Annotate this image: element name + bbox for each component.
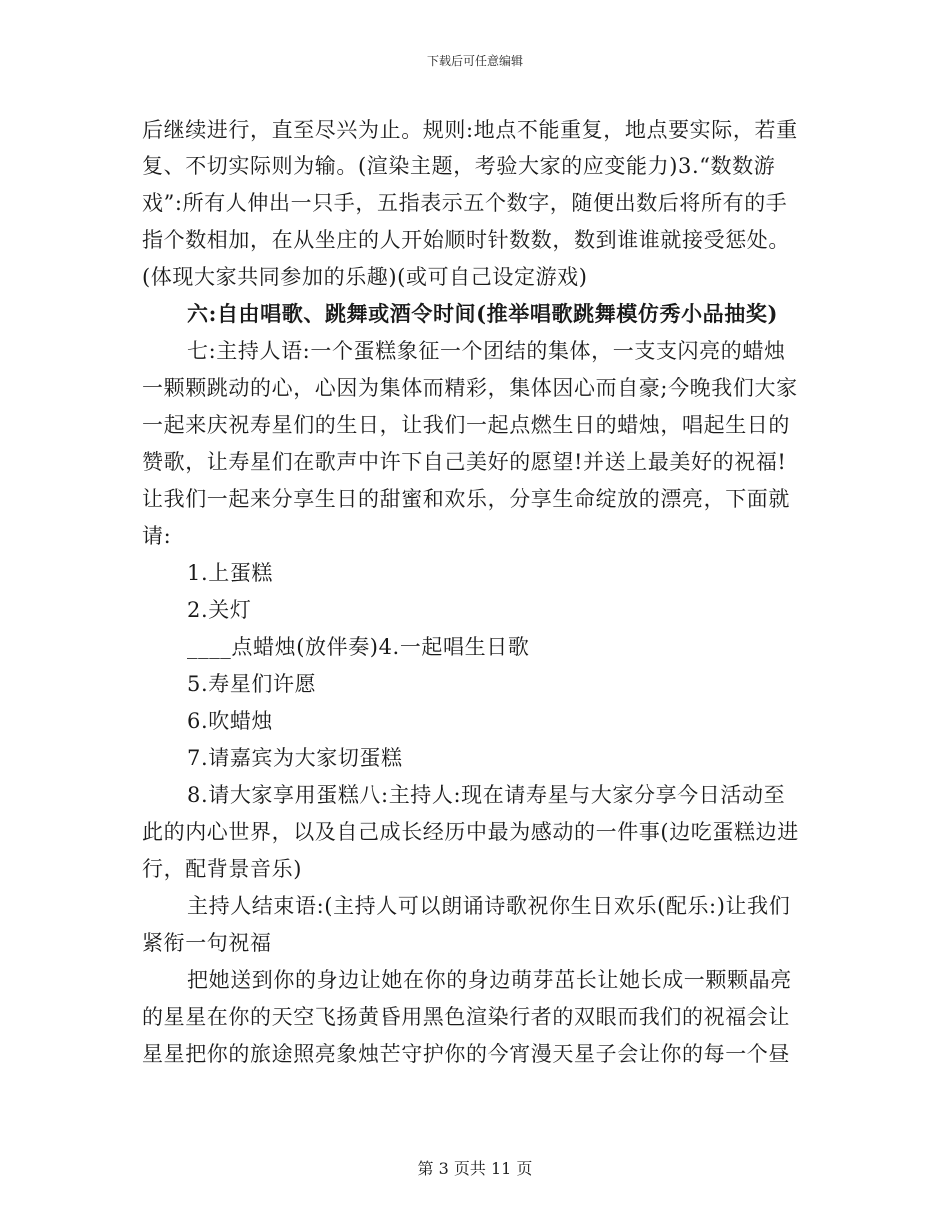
list-item: 5.寿星们许愿 — [187, 672, 317, 696]
body-line: 一颗颗跳动的心，心因为集体而精彩，集体因心而自豪;今晚我们大家 — [142, 376, 798, 400]
body-line: 星星把你的旅途照亮象烛芒守护你的今宵漫天星子会让你的每一个昼 — [142, 1042, 790, 1066]
section-heading: 六:自由唱歌、跳舞或酒令时间(推举唱歌跳舞模仿秀小品抽奖) — [187, 301, 779, 326]
body-line: 让我们一起来分享生日的甜蜜和欢乐，分享生命绽放的漂亮，下面就 — [142, 487, 790, 511]
body-line: 后继续进行，直至尽兴为止。规则:地点不能重复，地点要实际，若重 — [142, 118, 798, 142]
body-line: 请: — [142, 524, 172, 548]
list-item: 1.上蛋糕 — [187, 561, 274, 585]
list-item: 8.请大家享用蛋糕八:主持人:现在请寿星与大家分享今日活动至 — [187, 783, 786, 807]
body-line: 此的内心世界，以及自己成长经历中最为感动的一件事(边吃蛋糕边进 — [142, 820, 799, 844]
body-line: 指个数相加，在从坐庄的人开始顺时针数数，数到谁谁就接受惩处。 — [142, 228, 790, 252]
body-line: 紧衔一句祝福 — [142, 931, 272, 955]
body-line: 行，配背景音乐) — [142, 857, 302, 881]
list-item: 7.请嘉宾为大家切蛋糕 — [187, 746, 403, 770]
body-line: (体现大家共同参加的乐趣)(或可自己设定游戏) — [142, 265, 588, 289]
body-line: 一起来庆祝寿星们的生日，让我们一起点燃生日的蜡烛，唱起生日的 — [142, 413, 790, 437]
body-line: 七:主持人语:一个蛋糕象征一个团结的集体，一支支闪亮的蜡烛 — [187, 339, 786, 363]
body-line: 复、不切实际则为输。(渲染主题，考验大家的应变能力)3.“数数游 — [142, 154, 776, 178]
list-item: 2.关灯 — [187, 598, 252, 622]
page-footer: 第 3 页共 11 页 — [417, 1159, 533, 1178]
body-line: 主持人结束语:(主持人可以朗诵诗歌祝你生日欢乐(配乐:)让我们 — [187, 894, 791, 918]
body-line: 戏”:所有人伸出一只手，五指表示五个数字，随便出数后将所有的手 — [142, 191, 788, 215]
body-line: 把她送到你的身边让她在你的身边萌芽茁长让她长成一颗颗晶亮 — [187, 968, 792, 992]
page-header: 下载后可任意编辑 — [426, 54, 523, 68]
body-line: 赞歌，让寿星们在歌声中许下自己美好的愿望!并送上最美好的祝福! — [142, 450, 787, 474]
list-item: 6.吹蜡烛 — [187, 709, 274, 733]
list-item: ____点蜡烛(放伴奏)4.一起唱生日歌 — [187, 635, 530, 659]
body-line: 的星星在你的天空飞扬黄昏用黑色渲染行者的双眼而我们的祝福会让 — [142, 1005, 790, 1029]
